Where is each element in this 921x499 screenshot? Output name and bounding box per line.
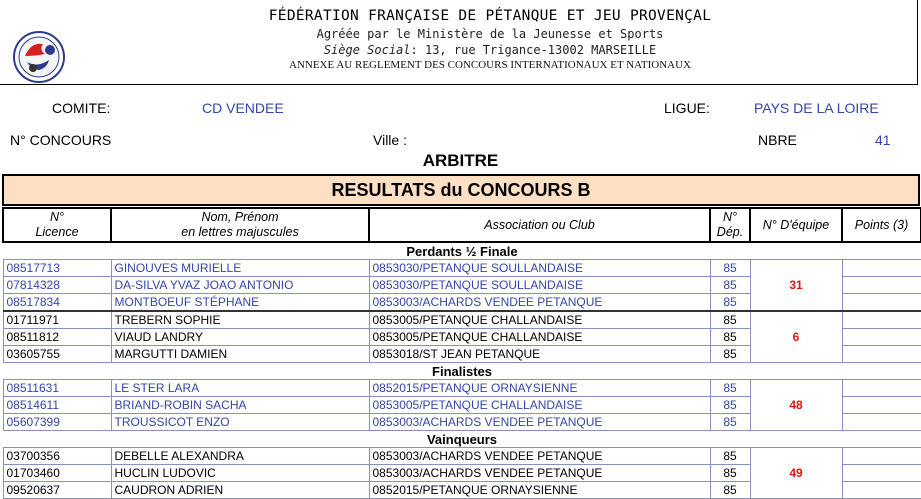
comite-value: CD VENDEE bbox=[202, 100, 284, 116]
cell-points bbox=[842, 448, 921, 465]
cell-club: 0852015/PETANQUE ORNAYSIENNE bbox=[369, 482, 710, 499]
col-nom-line2: en lettres majuscules bbox=[181, 225, 299, 239]
table-row bbox=[3, 311, 921, 329]
col-licence-line2: Licence bbox=[35, 225, 79, 239]
cell-club: 0853003/ACHARDS VENDEE PETANQUE bbox=[369, 294, 710, 312]
cell-nom: BRIAND-ROBIN SACHA bbox=[111, 397, 369, 414]
cell-dep: 85 bbox=[710, 294, 750, 312]
results-body bbox=[3, 242, 921, 499]
section-title: Vainqueurs bbox=[426, 431, 498, 447]
cell-nom: LE STER LARA bbox=[111, 380, 369, 397]
cell-team-number: 49 bbox=[750, 448, 842, 499]
cell-licence: 08511631 bbox=[3, 380, 111, 397]
section-title: Finalistes bbox=[432, 363, 492, 379]
cell-club: 0853018/ST JEAN PETANQUE bbox=[369, 346, 710, 363]
cell-points bbox=[842, 260, 921, 277]
cell-points bbox=[842, 482, 921, 499]
nbre-value: 41 bbox=[875, 132, 891, 148]
cell-nom: MONTBOEUF STÉPHANE bbox=[111, 294, 369, 312]
section-row bbox=[3, 363, 921, 380]
cell-club: 0853005/PETANQUE CHALLANDAISE bbox=[369, 397, 710, 414]
cell-licence: 08517834 bbox=[3, 294, 111, 312]
cell-licence: 03605755 bbox=[3, 346, 111, 363]
cell-nom: DA-SILVA YVAZ JOAO ANTONIO bbox=[111, 277, 369, 294]
col-equipe: N° D'équipe bbox=[750, 208, 842, 242]
col-nom bbox=[111, 208, 369, 242]
cell-dep: 85 bbox=[710, 448, 750, 465]
cell-nom: TROUSSICOT ENZO bbox=[111, 414, 369, 431]
cell-club: 0853005/PETANQUE CHALLANDAISE bbox=[369, 311, 710, 329]
concours-label: N° CONCOURS bbox=[10, 132, 112, 148]
section-row bbox=[3, 431, 921, 448]
col-licence bbox=[3, 208, 111, 242]
table-row bbox=[3, 380, 921, 397]
cell-points bbox=[842, 311, 921, 329]
cell-club: 0853030/PETANQUE SOULLANDAISE bbox=[369, 277, 710, 294]
cell-licence: 01711971 bbox=[3, 311, 111, 329]
table-row bbox=[3, 448, 921, 465]
cell-team-number: 6 bbox=[750, 311, 842, 363]
cell-points bbox=[842, 294, 921, 312]
cell-nom: HUCLIN LUDOVIC bbox=[111, 465, 369, 482]
cell-licence: 07814328 bbox=[3, 277, 111, 294]
cell-dep: 85 bbox=[710, 311, 750, 329]
section-row bbox=[3, 242, 921, 260]
cell-dep: 85 bbox=[710, 329, 750, 346]
cell-nom: MARGUTTI DAMIEN bbox=[111, 346, 369, 363]
col-club: Association ou Club bbox=[369, 208, 710, 242]
cell-dep: 85 bbox=[710, 380, 750, 397]
cell-team-number: 31 bbox=[750, 260, 842, 312]
cell-nom: VIAUD LANDRY bbox=[111, 329, 369, 346]
cell-points bbox=[842, 277, 921, 294]
cell-club: 0853005/PETANQUE CHALLANDAISE bbox=[369, 329, 710, 346]
cell-nom: TREBERN SOPHIE bbox=[111, 311, 369, 329]
col-licence-line1: N° bbox=[49, 210, 65, 224]
cell-licence: 08517713 bbox=[3, 260, 111, 277]
results-table bbox=[2, 207, 921, 499]
cell-nom: GINOUVES MURIELLE bbox=[111, 260, 369, 277]
cell-licence: 08514611 bbox=[3, 397, 111, 414]
cell-nom: DEBELLE ALEXANDRA bbox=[111, 448, 369, 465]
cell-club: 0853003/ACHARDS VENDEE PETANQUE bbox=[369, 465, 710, 482]
cell-points bbox=[842, 329, 921, 346]
cell-points bbox=[842, 465, 921, 482]
federation-logo bbox=[3, 28, 77, 84]
cell-licence: 05607399 bbox=[3, 414, 111, 431]
cell-licence: 09520637 bbox=[3, 482, 111, 499]
cell-club: 0853003/ACHARDS VENDEE PETANQUE bbox=[369, 414, 710, 431]
col-points: Points (3) bbox=[842, 208, 921, 242]
cell-dep: 85 bbox=[710, 465, 750, 482]
cell-licence: 08511812 bbox=[3, 329, 111, 346]
col-nom-line1: Nom, Prénom bbox=[201, 210, 279, 224]
cell-nom: CAUDRON ADRIEN bbox=[111, 482, 369, 499]
col-dep-line1: N° bbox=[722, 210, 738, 224]
cell-points bbox=[842, 397, 921, 414]
ligue-value: PAYS DE LA LOIRE bbox=[754, 100, 879, 116]
federation-agreement: Agréée par le Ministère de la Jeunesse et Sports bbox=[316, 27, 664, 41]
section-title: Perdants ½ Finale bbox=[406, 243, 518, 259]
cell-club: 0852015/PETANQUE ORNAYSIENNE bbox=[369, 380, 710, 397]
ligue-label: LIGUE: bbox=[664, 100, 710, 116]
address-value: : 13, rue Trigance-13002 MARSEILLE bbox=[410, 43, 657, 57]
cell-licence: 03700356 bbox=[3, 448, 111, 465]
cell-club: 0853030/PETANQUE SOULLANDAISE bbox=[369, 260, 710, 277]
federation-annex: ANNEXE AU REGLEMENT DES CONCOURS INTERNATIONAUX ET NATIONAUX bbox=[289, 59, 691, 71]
col-dep-line2: Dép. bbox=[716, 225, 744, 239]
table-row bbox=[3, 260, 921, 277]
cell-club: 0853003/ACHARDS VENDEE PETANQUE bbox=[369, 448, 710, 465]
cell-points bbox=[842, 414, 921, 431]
col-dep bbox=[710, 208, 750, 242]
cell-team-number: 48 bbox=[750, 380, 842, 431]
cell-dep: 85 bbox=[710, 346, 750, 363]
ville-label: Ville : bbox=[373, 132, 407, 148]
cell-licence: 01703460 bbox=[3, 465, 111, 482]
cell-dep: 85 bbox=[710, 414, 750, 431]
cell-points bbox=[842, 346, 921, 363]
comite-label: COMITE: bbox=[52, 100, 111, 116]
cell-dep: 85 bbox=[710, 277, 750, 294]
nbre-label: NBRE bbox=[758, 132, 797, 148]
arbitre-heading: ARBITRE bbox=[422, 151, 499, 170]
address-label: Siège Social bbox=[323, 43, 411, 57]
results-banner: RESULTATS du CONCOURS B bbox=[2, 174, 920, 206]
federation-address bbox=[80, 43, 900, 57]
cell-points bbox=[842, 380, 921, 397]
cell-dep: 85 bbox=[710, 397, 750, 414]
cell-dep: 85 bbox=[710, 482, 750, 499]
cell-dep: 85 bbox=[710, 260, 750, 277]
federation-title: FÉDÉRATION FRANÇAISE DE PÉTANQUE ET JEU PROVENÇAL bbox=[268, 8, 712, 24]
table-header-row bbox=[3, 208, 921, 242]
